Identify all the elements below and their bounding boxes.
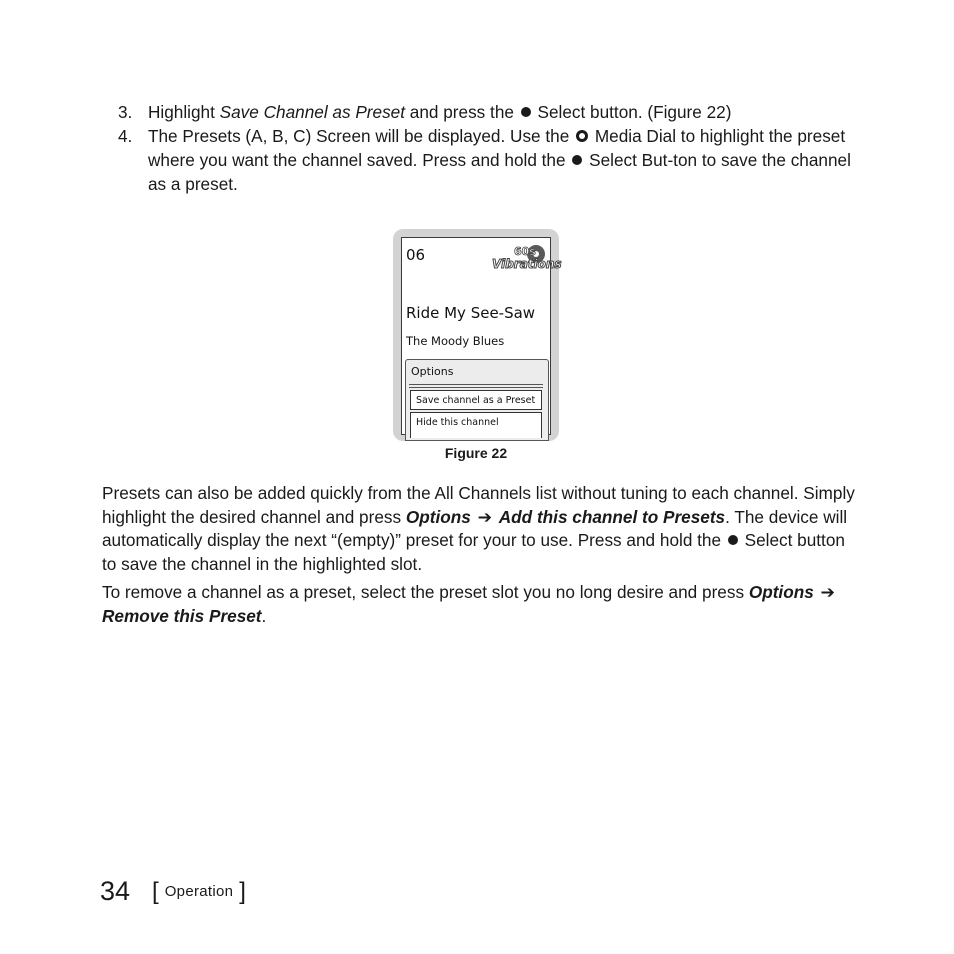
section-open-bracket: [ — [152, 877, 159, 905]
media-dial-icon — [576, 130, 588, 142]
device-figure — [393, 229, 562, 441]
select-button-dot-icon — [521, 107, 531, 117]
paragraph-text: . The device will automatically display the next “(empty)” preset for your to use. Press and hold the — [102, 506, 848, 550]
step-text: The Presets (A, B, C) Screen will be displayed. Use the — [148, 126, 575, 146]
options-term: Options — [405, 506, 471, 527]
options-term: Options — [748, 582, 814, 602]
step-number: 4. — [118, 126, 133, 146]
page-footer — [100, 876, 246, 907]
step-text: and press the — [405, 102, 519, 122]
song-title: Ride My See-Saw — [406, 304, 536, 322]
paragraph-remove-preset — [102, 581, 862, 628]
paragraph-text: Select button to save the channel in the highlighted slot. — [102, 530, 845, 574]
paragraph-text: Presets can also be added quickly from the All Channels list without tuning to each channel. Simply highlight the desired channel and press — [102, 483, 855, 527]
step-text: Highlight — [148, 102, 220, 122]
arrow-right-icon: ➔ — [820, 582, 835, 602]
page-number: 34 — [100, 876, 131, 906]
step-text: Media Dial to highlight the preset where you want the channel saved. Press and hold the — [148, 126, 846, 170]
step-emphasis: Save Channel as Preset — [219, 102, 406, 122]
select-button-dot-icon — [728, 535, 738, 545]
step-text: Select button. (Figure 22) — [532, 102, 732, 122]
channel-number: 06 — [406, 246, 426, 264]
channel-logo-60s-vibrations — [490, 242, 562, 274]
section-name: Operation — [164, 883, 234, 900]
step-4 — [118, 124, 858, 196]
paragraph-text: . — [261, 605, 267, 626]
options-menu — [405, 359, 549, 441]
device-screen — [401, 237, 562, 435]
step-3 — [118, 100, 858, 124]
svg-text:60s: 60s — [514, 245, 536, 258]
step-text: Select But-ton to save the channel as a preset. — [148, 150, 851, 194]
artist-name: The Moody Blues — [406, 334, 505, 348]
figure-caption: Figure 22 — [444, 445, 508, 461]
options-menu-title: Options — [411, 365, 454, 378]
section-close-bracket: ] — [239, 877, 246, 905]
arrow-right-icon: ➔ — [477, 506, 492, 527]
add-channel-term: Add this channel to Presets — [498, 506, 726, 527]
menu-divider — [409, 384, 543, 388]
instruction-steps — [118, 100, 858, 196]
paragraph-add-presets — [102, 482, 862, 576]
remove-preset-term: Remove this Preset — [102, 605, 262, 626]
svg-text:Vibrations: Vibrations — [492, 257, 562, 271]
step-number: 3. — [118, 102, 133, 122]
paragraph-text: To remove a channel as a preset, select the preset slot you no long desire and press — [102, 582, 749, 602]
menu-item-save-preset[interactable]: Save channel as a Preset — [410, 390, 542, 410]
select-button-dot-icon — [572, 155, 582, 165]
menu-item-hide-channel[interactable]: Hide this channel — [410, 412, 542, 438]
